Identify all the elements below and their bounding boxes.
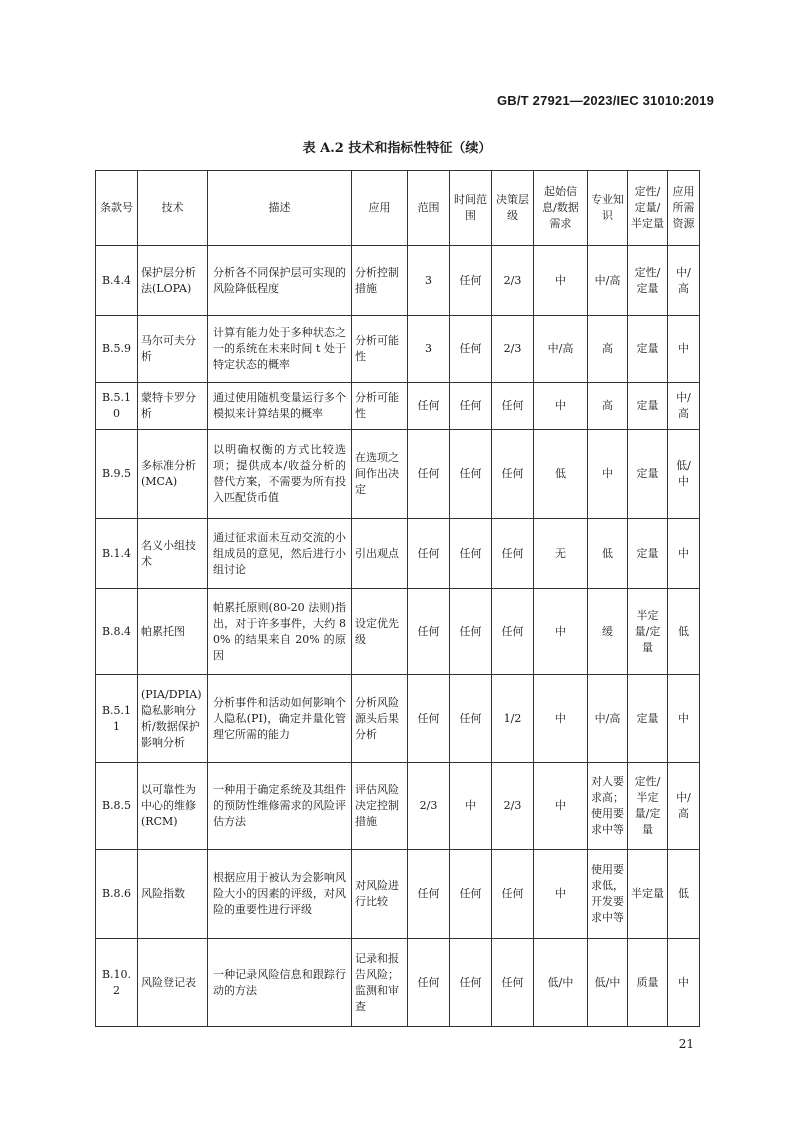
cell-scope: 任何 [408, 519, 450, 589]
cell-decision-level: 任何 [492, 430, 534, 519]
cell-application: 分析控制措施 [352, 246, 408, 316]
cell-description: 通过征求面未互动交流的小组成员的意见，然后进行小组讨论 [208, 519, 352, 589]
cell-scope: 3 [408, 246, 450, 316]
cell-scope: 任何 [408, 383, 450, 430]
cell-technique: 帕累托图 [138, 589, 208, 675]
cell-technique: 风险登记表 [138, 939, 208, 1027]
cell-resources: 低 [668, 589, 700, 675]
cell-data-needs: 中 [534, 850, 588, 939]
cell-expertise: 高 [588, 316, 628, 383]
table-row [96, 246, 700, 316]
cell-time-range: 任何 [450, 316, 492, 383]
cell-resources: 中/高 [668, 383, 700, 430]
table-row [96, 675, 700, 763]
cell-time-range: 任何 [450, 383, 492, 430]
cell-resources: 中 [668, 519, 700, 589]
table-row [96, 383, 700, 430]
cell-decision-level: 2/3 [492, 316, 534, 383]
cell-clause: B.5.9 [96, 316, 138, 383]
cell-clause: B.9.5 [96, 430, 138, 519]
col-header-description: 描述 [208, 171, 352, 246]
cell-scope: 任何 [408, 675, 450, 763]
cell-application: 分析可能性 [352, 383, 408, 430]
cell-data-needs: 中 [534, 675, 588, 763]
cell-data-needs: 低 [534, 430, 588, 519]
cell-description: 一种记录风险信息和跟踪行动的方法 [208, 939, 352, 1027]
cell-time-range: 任何 [450, 675, 492, 763]
standard-number: GB/T 27921—2023/IEC 31010:2019 [496, 93, 714, 108]
cell-expertise: 低/中 [588, 939, 628, 1027]
col-header-data-needs: 起始信息/数据需求 [534, 171, 588, 246]
cell-application: 引出观点 [352, 519, 408, 589]
col-header-resources: 应用所需资源 [668, 171, 700, 246]
cell-qual-quant: 定量 [628, 430, 668, 519]
cell-expertise: 对人要求高；使用要求中等 [588, 763, 628, 850]
cell-qual-quant: 定量 [628, 383, 668, 430]
cell-decision-level: 2/3 [492, 246, 534, 316]
cell-time-range: 任何 [450, 519, 492, 589]
cell-qual-quant: 定性/定量 [628, 246, 668, 316]
table-row [96, 763, 700, 850]
cell-technique: 多标准分析(MCA) [138, 430, 208, 519]
cell-data-needs: 低/中 [534, 939, 588, 1027]
cell-qual-quant: 定性/半定量/定量 [628, 763, 668, 850]
col-header-clause: 条款号 [96, 171, 138, 246]
cell-technique: 蒙特卡罗分析 [138, 383, 208, 430]
cell-data-needs: 中 [534, 246, 588, 316]
cell-expertise: 中/高 [588, 675, 628, 763]
cell-resources: 中/高 [668, 763, 700, 850]
cell-description: 根据应用于被认为会影响风险大小的因素的评级，对风险的重要性进行评级 [208, 850, 352, 939]
cell-description: 一种用于确定系统及其组件的预防性维修需求的风险评估方法 [208, 763, 352, 850]
cell-description: 通过使用随机变量运行多个模拟来计算结果的概率 [208, 383, 352, 430]
cell-decision-level: 任何 [492, 939, 534, 1027]
cell-scope: 任何 [408, 430, 450, 519]
cell-data-needs: 无 [534, 519, 588, 589]
cell-scope: 任何 [408, 939, 450, 1027]
cell-description: 以明确权衡的方式比较选项；提供成本/收益分析的替代方案，不需要为所有投入匹配货币值 [208, 430, 352, 519]
cell-application: 评估风险决定控制措施 [352, 763, 408, 850]
cell-data-needs: 中 [534, 763, 588, 850]
table-row [96, 430, 700, 519]
cell-description: 分析各不同保护层可实现的风险降低程度 [208, 246, 352, 316]
table-row [96, 589, 700, 675]
cell-expertise: 高 [588, 383, 628, 430]
cell-time-range: 任何 [450, 430, 492, 519]
cell-data-needs: 中 [534, 589, 588, 675]
cell-decision-level: 2/3 [492, 763, 534, 850]
cell-time-range: 任何 [450, 246, 492, 316]
cell-clause: B.8.4 [96, 589, 138, 675]
cell-description: 计算有能力处于多种状态之一的系统在未来时间 t 处于特定状态的概率 [208, 316, 352, 383]
cell-technique: (PIA/DPIA)隐私影响分析/数据保护影响分析 [138, 675, 208, 763]
cell-decision-level: 任何 [492, 383, 534, 430]
cell-qual-quant: 质量 [628, 939, 668, 1027]
table-title: 表 A.2 技术和指标性特征（续） [302, 141, 492, 156]
table-header-row [96, 171, 700, 246]
cell-expertise: 低 [588, 519, 628, 589]
cell-application: 记录和报告风险；监测和审查 [352, 939, 408, 1027]
cell-decision-level: 1/2 [492, 675, 534, 763]
cell-qual-quant: 定量 [628, 316, 668, 383]
cell-resources: 中 [668, 939, 700, 1027]
cell-technique: 以可靠性为中心的维修(RCM) [138, 763, 208, 850]
cell-data-needs: 中/高 [534, 316, 588, 383]
cell-description: 帕累托原则(80-20 法则)指出，对于许多事件，大约 80% 的结果来自 20% 的原因 [208, 589, 352, 675]
cell-time-range: 任何 [450, 850, 492, 939]
technique-characteristics-table [95, 170, 700, 1027]
col-header-expertise: 专业知识 [588, 171, 628, 246]
cell-decision-level: 任何 [492, 519, 534, 589]
cell-application: 分析可能性 [352, 316, 408, 383]
cell-technique: 名义小组技术 [138, 519, 208, 589]
cell-time-range: 任何 [450, 589, 492, 675]
cell-scope: 2/3 [408, 763, 450, 850]
cell-technique: 马尔可夫分析 [138, 316, 208, 383]
cell-qual-quant: 定量 [628, 675, 668, 763]
cell-application: 对风险进行比较 [352, 850, 408, 939]
table-row [96, 850, 700, 939]
table-row [96, 939, 700, 1027]
cell-resources: 低/中 [668, 430, 700, 519]
col-header-decision-level: 决策层级 [492, 171, 534, 246]
cell-clause: B.8.6 [96, 850, 138, 939]
cell-clause: B.8.5 [96, 763, 138, 850]
cell-resources: 中/高 [668, 246, 700, 316]
cell-resources: 低 [668, 850, 700, 939]
cell-data-needs: 中 [534, 383, 588, 430]
cell-technique: 风险指数 [138, 850, 208, 939]
cell-clause: B.5.11 [96, 675, 138, 763]
cell-resources: 中 [668, 316, 700, 383]
col-header-scope: 范围 [408, 171, 450, 246]
table-row [96, 316, 700, 383]
col-header-technique: 技术 [138, 171, 208, 246]
cell-expertise: 中 [588, 430, 628, 519]
cell-application: 在选项之间作出决定 [352, 430, 408, 519]
cell-scope: 任何 [408, 850, 450, 939]
cell-scope: 任何 [408, 589, 450, 675]
cell-technique: 保护层分析法(LOPA) [138, 246, 208, 316]
cell-expertise: 使用要求低，开发要求中等 [588, 850, 628, 939]
cell-clause: B.10.2 [96, 939, 138, 1027]
cell-time-range: 任何 [450, 939, 492, 1027]
cell-clause: B.4.4 [96, 246, 138, 316]
cell-description: 分析事件和活动如何影响个人隐私(PI)，确定并量化管理它所需的能力 [208, 675, 352, 763]
cell-decision-level: 任何 [492, 850, 534, 939]
cell-decision-level: 任何 [492, 589, 534, 675]
cell-expertise: 缓 [588, 589, 628, 675]
cell-resources: 中 [668, 675, 700, 763]
col-header-application: 应用 [352, 171, 408, 246]
cell-time-range: 中 [450, 763, 492, 850]
cell-qual-quant: 半定量/定量 [628, 589, 668, 675]
cell-scope: 3 [408, 316, 450, 383]
col-header-time-range: 时间范围 [450, 171, 492, 246]
cell-expertise: 中/高 [588, 246, 628, 316]
cell-clause: B.1.4 [96, 519, 138, 589]
cell-qual-quant: 定量 [628, 519, 668, 589]
table-row [96, 519, 700, 589]
cell-application: 设定优先级 [352, 589, 408, 675]
cell-qual-quant: 半定量 [628, 850, 668, 939]
cell-clause: B.5.10 [96, 383, 138, 430]
cell-application: 分析风险源头后果分析 [352, 675, 408, 763]
col-header-qual-quant: 定性/定量/半定量 [628, 171, 668, 246]
page-number: 21 [678, 1037, 694, 1051]
